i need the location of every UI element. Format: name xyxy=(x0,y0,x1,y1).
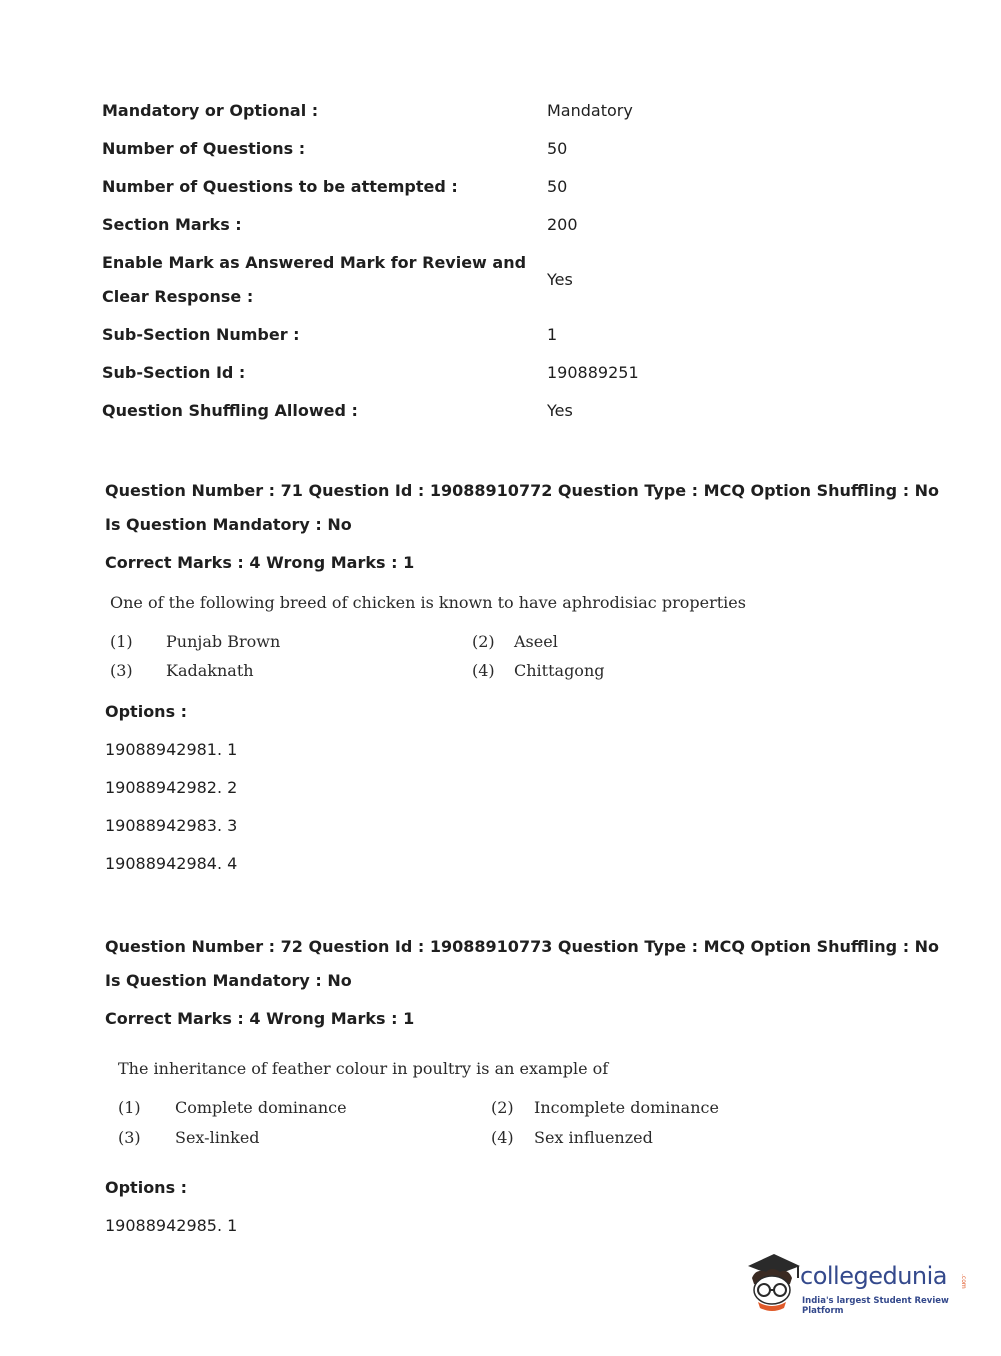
meta-label-enable-mark-line2: Clear Response : xyxy=(102,287,254,306)
choice-text: Chittagong xyxy=(514,661,605,680)
option-id: 19088942985. 1 xyxy=(105,1216,238,1235)
meta-value-section-marks: 200 xyxy=(547,215,578,234)
question-header: Question Number : 71 Question Id : 19088910772 Question Type : MCQ Option Shuffling : No xyxy=(105,481,940,500)
choice-number: (3) xyxy=(110,661,133,680)
choice-number: (2) xyxy=(491,1098,514,1117)
meta-label-section-marks: Section Marks : xyxy=(102,215,242,234)
meta-label-enable-mark-line1: Enable Mark as Answered Mark for Review and xyxy=(102,253,527,272)
choice-text: Complete dominance xyxy=(175,1098,347,1117)
option-id: 19088942984. 4 xyxy=(105,854,238,873)
choice-number: (4) xyxy=(491,1128,514,1147)
meta-value-subsection-id: 190889251 xyxy=(547,363,639,382)
meta-value-subsection-number: 1 xyxy=(547,325,558,344)
logo-wordmark: collegedunia xyxy=(800,1262,948,1290)
question-mandatory: Is Question Mandatory : No xyxy=(105,515,352,534)
meta-value-shuffling: Yes xyxy=(547,401,573,420)
meta-value-mandatory: Mandatory xyxy=(547,101,633,120)
choice-number: (2) xyxy=(472,632,495,651)
meta-label-mandatory: Mandatory or Optional : xyxy=(102,101,319,120)
choice-number: (4) xyxy=(472,661,495,680)
choice-text: Incomplete dominance xyxy=(534,1098,719,1117)
choice-text: Aseel xyxy=(514,632,558,651)
meta-label-num-questions: Number of Questions : xyxy=(102,139,306,158)
options-label: Options : xyxy=(105,702,188,721)
question-text: The inheritance of feather colour in poultry is an example of xyxy=(118,1059,609,1078)
choice-number: (1) xyxy=(110,632,133,651)
choice-text: Sex-linked xyxy=(175,1128,260,1147)
question-mandatory: Is Question Mandatory : No xyxy=(105,971,352,990)
option-id: 19088942982. 2 xyxy=(105,778,238,797)
question-marks: Correct Marks : 4 Wrong Marks : 1 xyxy=(105,1009,415,1028)
meta-label-subsection-number: Sub-Section Number : xyxy=(102,325,300,344)
collegedunia-logo xyxy=(742,1248,972,1318)
mascot-icon xyxy=(742,1248,802,1318)
question-header: Question Number : 72 Question Id : 19088910773 Question Type : MCQ Option Shuffling : No xyxy=(105,937,940,956)
choice-number: (3) xyxy=(118,1128,141,1147)
option-id: 19088942983. 3 xyxy=(105,816,238,835)
meta-label-subsection-id: Sub-Section Id : xyxy=(102,363,246,382)
choice-number: (1) xyxy=(118,1098,141,1117)
logo-com: .com xyxy=(960,1274,967,1289)
choice-text: Kadaknath xyxy=(166,661,254,680)
meta-value-num-attempt: 50 xyxy=(547,177,568,196)
question-text: One of the following breed of chicken is known to have aphrodisiac properties xyxy=(110,593,746,612)
option-id: 19088942981. 1 xyxy=(105,740,238,759)
options-label: Options : xyxy=(105,1178,188,1197)
choice-text: Sex influenzed xyxy=(534,1128,653,1147)
meta-label-num-attempt: Number of Questions to be attempted : xyxy=(102,177,458,196)
meta-value-enable-mark: Yes xyxy=(547,270,573,289)
question-marks: Correct Marks : 4 Wrong Marks : 1 xyxy=(105,553,415,572)
logo-tagline: India's largest Student Review Platform xyxy=(802,1296,949,1316)
choice-text: Punjab Brown xyxy=(166,632,281,651)
meta-label-shuffling: Question Shuffling Allowed : xyxy=(102,401,358,420)
meta-value-num-questions: 50 xyxy=(547,139,568,158)
